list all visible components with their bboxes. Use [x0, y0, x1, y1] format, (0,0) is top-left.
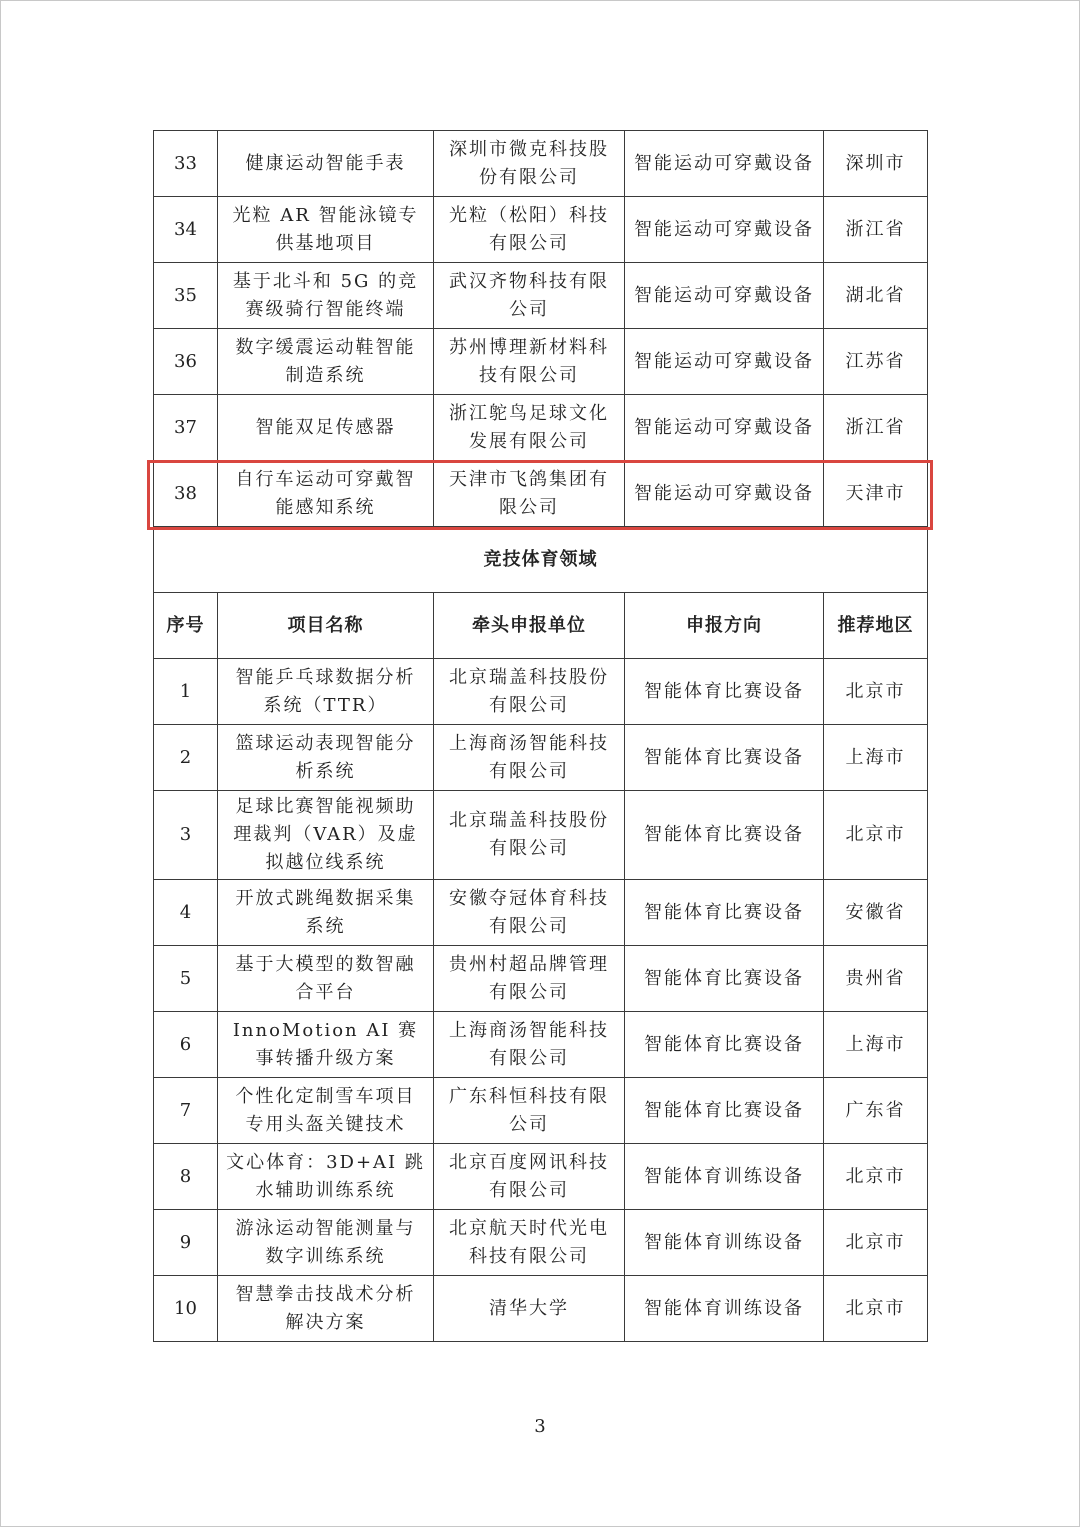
- region: 北京市: [824, 1144, 928, 1210]
- region: 北京市: [824, 659, 928, 725]
- project-name: 健康运动智能手表: [218, 131, 434, 197]
- row-number: 37: [154, 395, 218, 461]
- direction: 智能运动可穿戴设备: [625, 329, 824, 395]
- region: 北京市: [824, 1276, 928, 1342]
- section-title: 竞技体育领域: [154, 527, 928, 593]
- region: 上海市: [824, 1012, 928, 1078]
- direction: 智能体育比赛设备: [625, 791, 824, 880]
- row-number: 6: [154, 1012, 218, 1078]
- row-number: 35: [154, 263, 218, 329]
- project-name: 基于大模型的数智融合平台: [218, 946, 434, 1012]
- project-name: 智慧拳击技战术分析解决方案: [218, 1276, 434, 1342]
- region: 浙江省: [824, 197, 928, 263]
- region: 北京市: [824, 1210, 928, 1276]
- direction: 智能运动可穿戴设备: [625, 263, 824, 329]
- project-name: 文心体育：3D+AI 跳水辅助训练系统: [218, 1144, 434, 1210]
- table-row: [154, 1210, 928, 1276]
- table-row: [154, 395, 928, 461]
- project-name: 光粒 AR 智能泳镜专供基地项目: [218, 197, 434, 263]
- region: 深圳市: [824, 131, 928, 197]
- lead-unit: 苏州博理新材料科技有限公司: [434, 329, 625, 395]
- direction: 智能体育比赛设备: [625, 725, 824, 791]
- row-number: 38: [154, 461, 218, 527]
- row-number: 3: [154, 791, 218, 880]
- table-row: [154, 329, 928, 395]
- table-row: [154, 131, 928, 197]
- project-name: 智能乒乓球数据分析系统（TTR）: [218, 659, 434, 725]
- region: 浙江省: [824, 395, 928, 461]
- region: 天津市: [824, 461, 928, 527]
- lead-unit: 北京瑞盖科技股份有限公司: [434, 791, 625, 880]
- table-row: [154, 725, 928, 791]
- region: 北京市: [824, 791, 928, 880]
- region: 江苏省: [824, 329, 928, 395]
- row-number: 7: [154, 1078, 218, 1144]
- project-name: 游泳运动智能测量与数字训练系统: [218, 1210, 434, 1276]
- region: 安徽省: [824, 880, 928, 946]
- row-number: 34: [154, 197, 218, 263]
- section-body: [154, 527, 928, 659]
- lead-unit: 广东科恒科技有限公司: [434, 1078, 625, 1144]
- row-number: 5: [154, 946, 218, 1012]
- project-name: InnoMotion AI 赛事转播升级方案: [218, 1012, 434, 1078]
- row-number: 33: [154, 131, 218, 197]
- table-row: [154, 197, 928, 263]
- header-name: 项目名称: [218, 593, 434, 659]
- header-no: 序号: [154, 593, 218, 659]
- top-rows-body: [154, 131, 928, 527]
- direction: 智能运动可穿戴设备: [625, 395, 824, 461]
- direction: 智能体育训练设备: [625, 1210, 824, 1276]
- direction: 智能体育比赛设备: [625, 1078, 824, 1144]
- row-number: 1: [154, 659, 218, 725]
- row-number: 36: [154, 329, 218, 395]
- table-row: [154, 946, 928, 1012]
- project-name: 篮球运动表现智能分析系统: [218, 725, 434, 791]
- lead-unit: 光粒（松阳）科技有限公司: [434, 197, 625, 263]
- project-name: 基于北斗和 5G 的竞赛级骑行智能终端: [218, 263, 434, 329]
- direction: 智能运动可穿戴设备: [625, 197, 824, 263]
- table-row: [154, 1144, 928, 1210]
- table-row: [154, 880, 928, 946]
- lead-unit: 浙江鸵鸟足球文化发展有限公司: [434, 395, 625, 461]
- row-number: 2: [154, 725, 218, 791]
- direction: 智能运动可穿戴设备: [625, 461, 824, 527]
- table-row: [154, 263, 928, 329]
- project-name: 数字缓震运动鞋智能制造系统: [218, 329, 434, 395]
- lead-unit: 上海商汤智能科技有限公司: [434, 1012, 625, 1078]
- direction: 智能体育比赛设备: [625, 1012, 824, 1078]
- project-name: 开放式跳绳数据采集系统: [218, 880, 434, 946]
- lead-unit: 北京航天时代光电科技有限公司: [434, 1210, 625, 1276]
- lead-unit: 天津市飞鸽集团有限公司: [434, 461, 625, 527]
- section-row: [154, 527, 928, 593]
- direction: 智能体育比赛设备: [625, 880, 824, 946]
- lead-unit: 北京瑞盖科技股份有限公司: [434, 659, 625, 725]
- direction: 智能体育训练设备: [625, 1276, 824, 1342]
- bottom-rows-body: [154, 659, 928, 1342]
- region: 湖北省: [824, 263, 928, 329]
- direction: 智能体育比赛设备: [625, 946, 824, 1012]
- table-row-highlighted: [154, 461, 928, 527]
- table-row: [154, 1012, 928, 1078]
- project-name: 智能双足传感器: [218, 395, 434, 461]
- lead-unit: 上海商汤智能科技有限公司: [434, 725, 625, 791]
- project-name: 自行车运动可穿戴智能感知系统: [218, 461, 434, 527]
- row-number: 10: [154, 1276, 218, 1342]
- lead-unit: 深圳市微克科技股份有限公司: [434, 131, 625, 197]
- row-number: 8: [154, 1144, 218, 1210]
- project-table: [153, 130, 928, 1342]
- region: 贵州省: [824, 946, 928, 1012]
- page-number: 3: [534, 1416, 546, 1437]
- header-row: [154, 593, 928, 659]
- lead-unit: 贵州村超品牌管理有限公司: [434, 946, 625, 1012]
- lead-unit: 武汉齐物科技有限公司: [434, 263, 625, 329]
- table-row: [154, 659, 928, 725]
- project-name: 足球比赛智能视频助理裁判（VAR）及虚拟越位线系统: [218, 791, 434, 880]
- header-region: 推荐地区: [824, 593, 928, 659]
- direction: 智能体育比赛设备: [625, 659, 824, 725]
- table-row: [154, 1276, 928, 1342]
- project-name: 个性化定制雪车项目专用头盔关键技术: [218, 1078, 434, 1144]
- region: 广东省: [824, 1078, 928, 1144]
- lead-unit: 清华大学: [434, 1276, 625, 1342]
- direction: 智能体育训练设备: [625, 1144, 824, 1210]
- table-row: [154, 791, 928, 880]
- table-row: [154, 1078, 928, 1144]
- row-number: 9: [154, 1210, 218, 1276]
- region: 上海市: [824, 725, 928, 791]
- header-direction: 申报方向: [625, 593, 824, 659]
- header-unit: 牵头申报单位: [434, 593, 625, 659]
- lead-unit: 安徽夺冠体育科技有限公司: [434, 880, 625, 946]
- row-number: 4: [154, 880, 218, 946]
- lead-unit: 北京百度网讯科技有限公司: [434, 1144, 625, 1210]
- direction: 智能运动可穿戴设备: [625, 131, 824, 197]
